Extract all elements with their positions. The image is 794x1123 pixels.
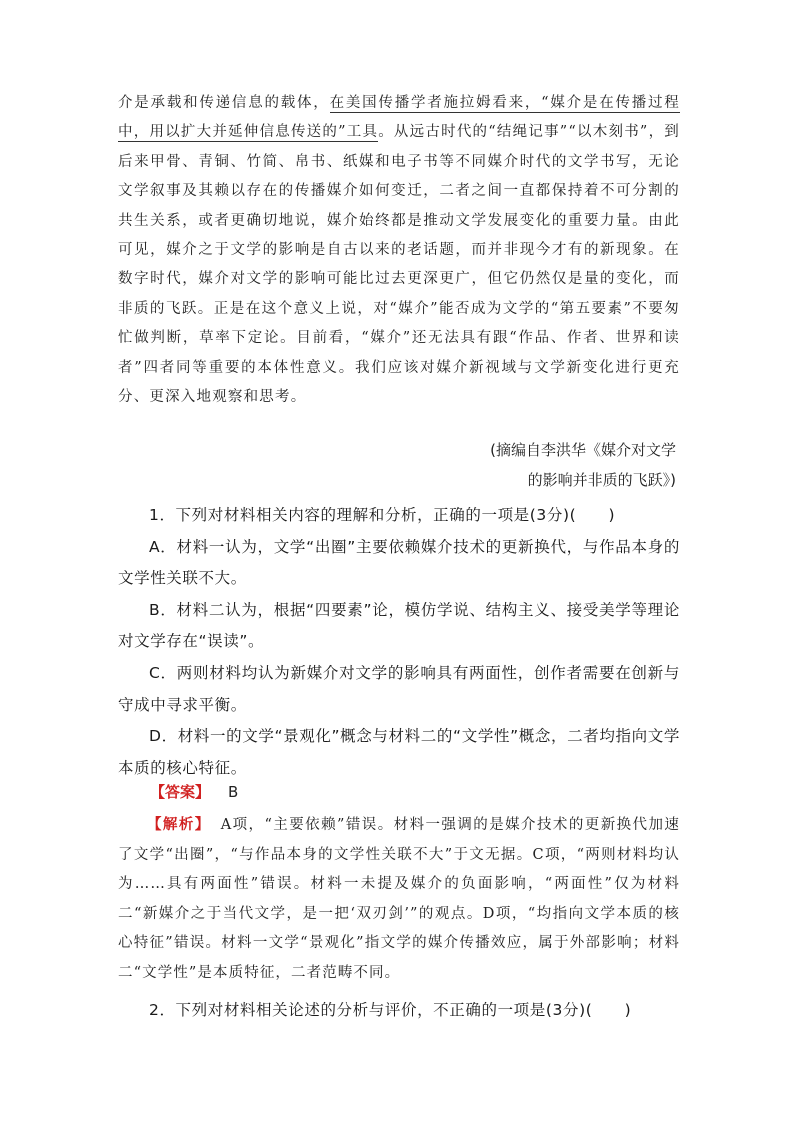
passage-part1: 介是承载和传递信息的载体， [118,95,330,111]
question-1-option-d: D．材料一的文学“景观化”概念与材料二的“文学性”概念，二者均指向文学本质的核心特征。 [118,727,680,777]
question-1-stem: 1．下列对材料相关内容的理解和分析，正确的一项是(3分)( ) [149,506,616,524]
passage-text [118,89,680,412]
question-2-stem: 2．下列对材料相关论述的分析与评价，不正确的一项是(3分)( ) [149,1001,632,1019]
question-1 [118,500,680,784]
answer-label: 【答案】 [150,783,211,801]
answer-line [150,780,238,804]
analysis-text: A项，“主要依赖”错误。材料一强调的是媒介技术的更新换代加速了文学“出圈”，“与作品本身的文学性关联不大”于文无据。C项，“两则材料均认为……具有两面性”错误。材料一未提及媒介的负面影响，“两面性”仅为材料二“新媒介之于当代文学，是一把‘双刃剑’”的观点。D项，“均指向文学本质的核心特征”错误。材料一文学“景观化”指文学的媒介传播效应，属于外部影响；材料二“文学性”是本质特征，二者范畴不同。 [118,817,681,981]
question-1-option-c: C．两则材料均认为新媒介对文学的影响具有两面性，创作者需要在创新与守成中寻求平衡。 [118,663,680,714]
underlined-quote: 在美国传播学者施拉姆看来，“媒介是在传播过程中，用以扩大并延伸信息传送的”工具 [118,95,680,141]
source-line-2: 的影响并非质的飞跃》) [527,471,676,489]
question-1-option-b: B．材料二认为，根据“四要素”论，模仿学说、结构主义、接受美学等理论对文学存在“误读”。 [118,600,680,651]
passage-part2: 。从远古时代的“结绳记事”“以木刻书”，到后来甲骨、青铜、竹简、帛书、纸媒和电子书等不同媒介时代的文学书写，无论文学叙事及其赖以存在的传播媒介如何变迁，二者之间一直都保持着不可分割的共生关系，或者更确切地说，媒介始终都是推动文学发展变化的重要力量。由此可见，媒介之于文学的影响是自古以来的老话题，而并非现今才有的新现象。在数字时代，媒介对文学的影响可能比过去更深更广，但它仍然仅是量的变化，而非质的飞跃。正是在这个意义上说，对“媒介”能否成为文学的“第五要素”不要匆忙做判断，草率下定论。目前看，“媒介”还无法具有跟“作品、作者、世界和读者”四者同等重要的本体性意义。我们应该对媒介新视域与文学新变化进行更充分、更深入地观察和思考。 [118,124,680,406]
analysis-label: 【解析】 [147,817,211,833]
answer-value: B [228,783,239,801]
source-line-1: (摘编自李洪华《媒介对文学 [490,441,676,459]
analysis-block [118,811,680,989]
question-1-option-a: A．材料一认为，文学“出圈”主要依赖媒介技术的更新换代，与作品本身的文学性关联不大。 [118,537,680,588]
source-citation [356,435,676,495]
